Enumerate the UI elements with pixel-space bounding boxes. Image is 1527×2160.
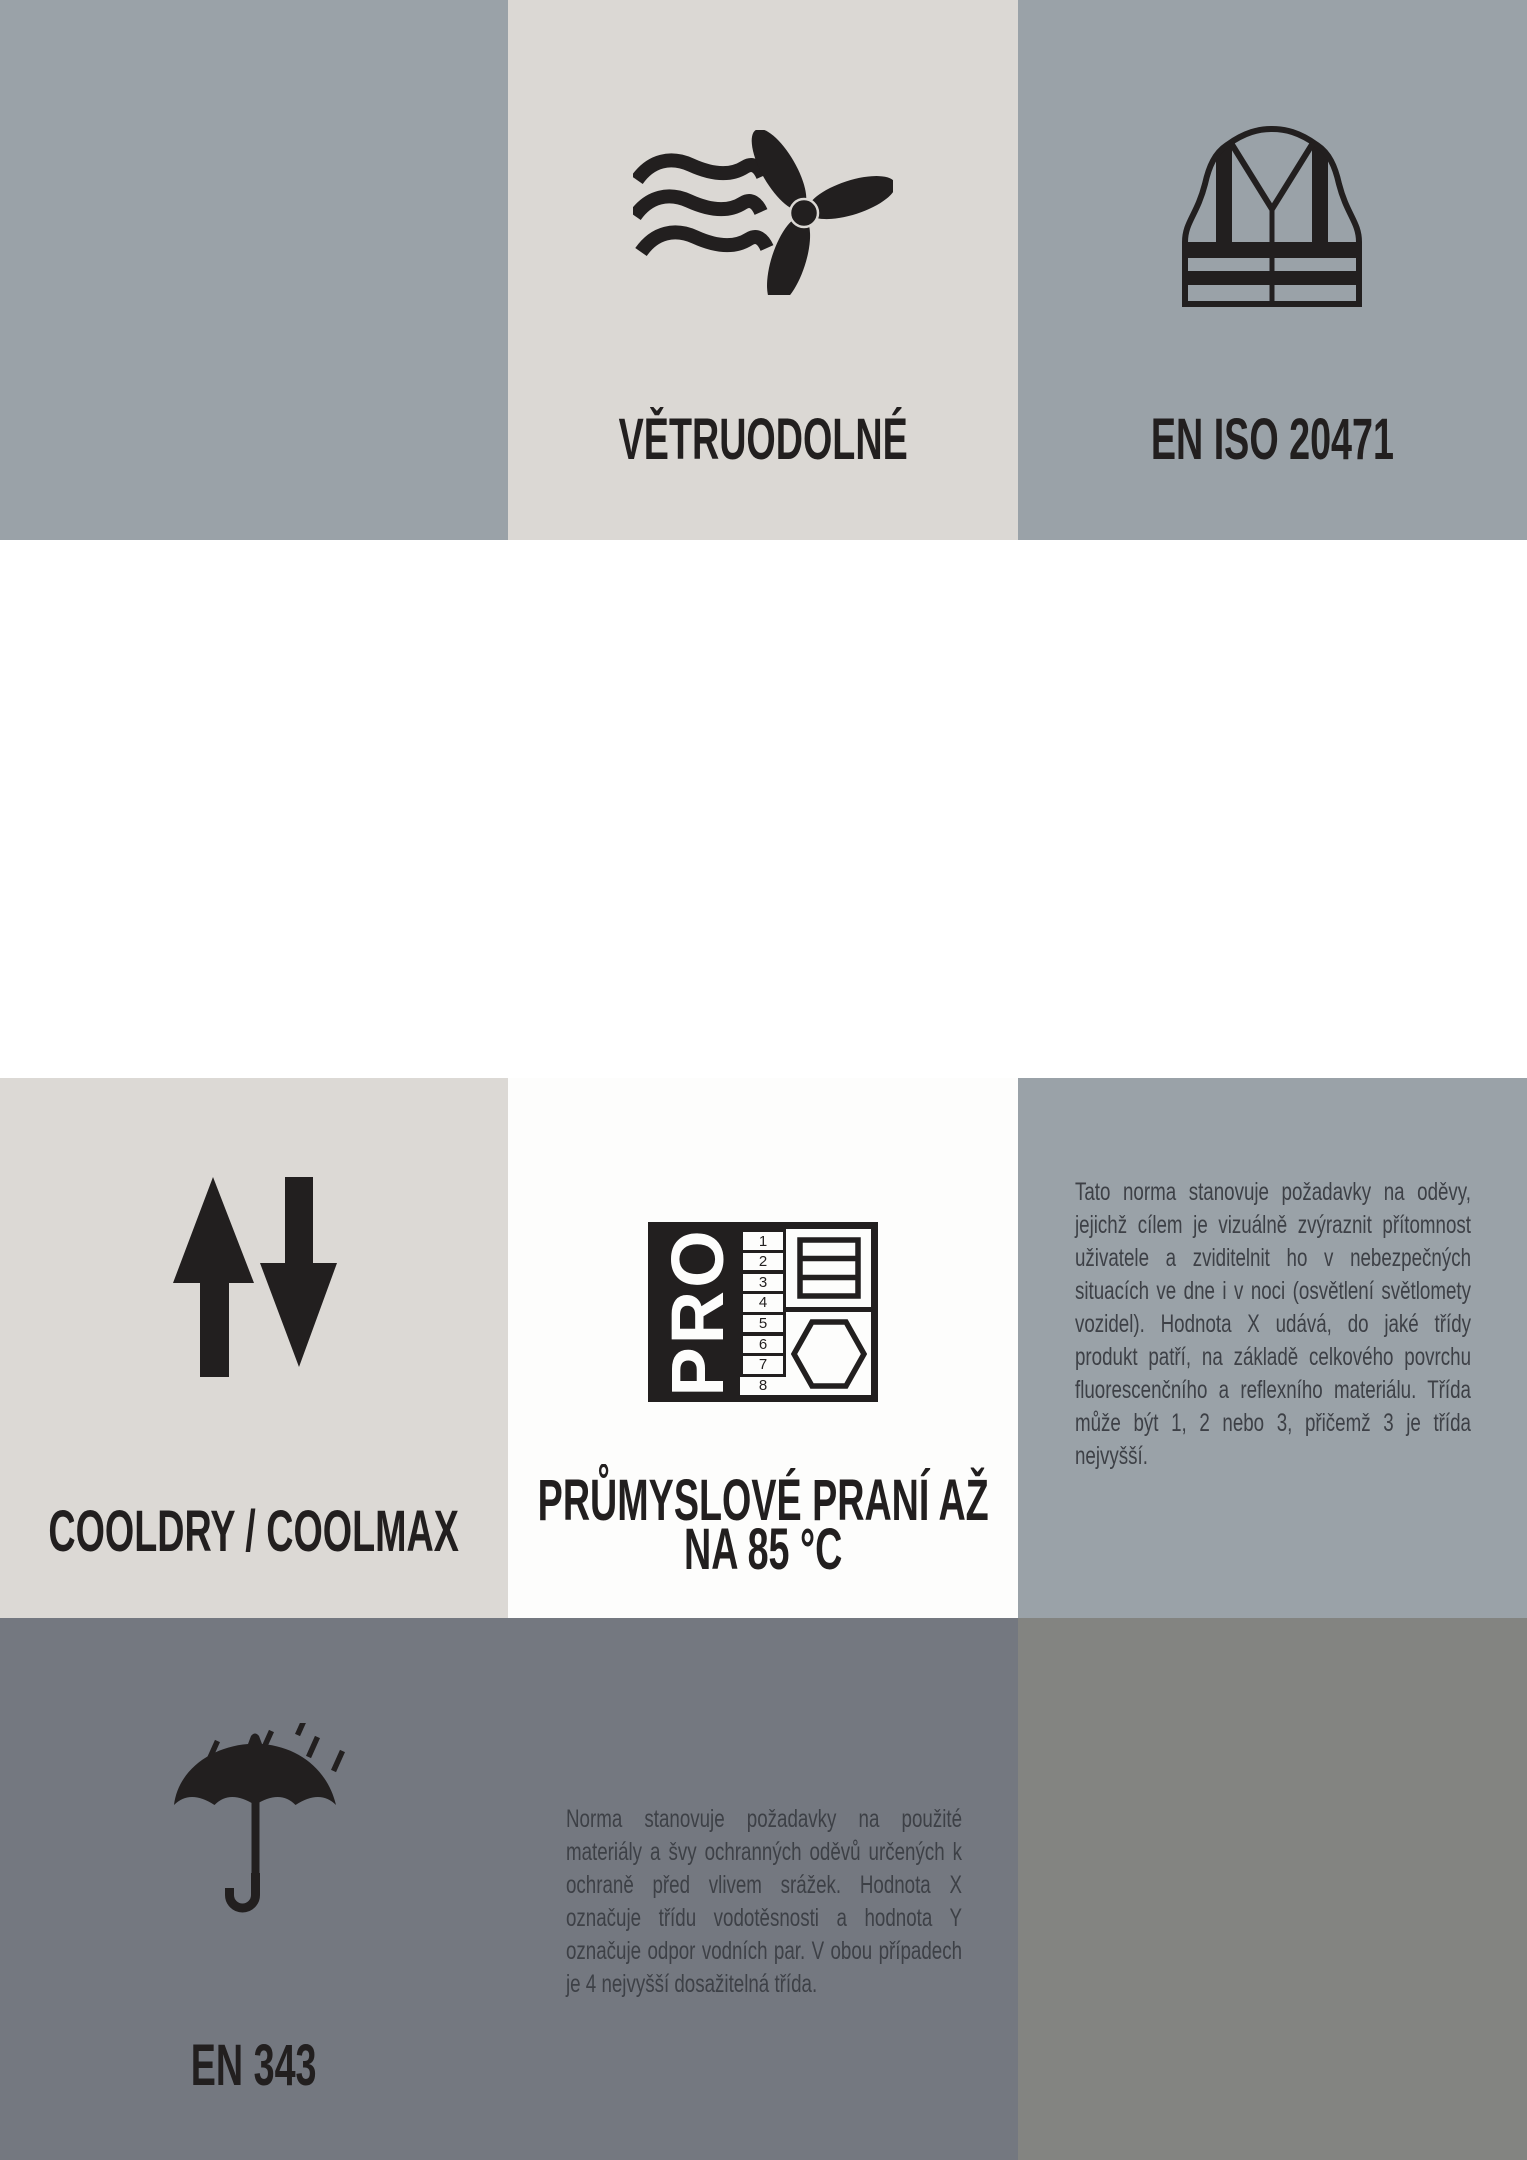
wash-scale-number: 3 (740, 1270, 786, 1294)
umbrella-rain-icon (160, 1723, 350, 1923)
windproof-title: VĚTRUODOLNÉ (618, 407, 908, 472)
safety-vest-icon (1175, 122, 1369, 307)
wash-scale-number: 4 (740, 1291, 786, 1315)
cell-industrial-wash (508, 1078, 1018, 1618)
cell-rain-description (508, 1618, 1018, 2160)
industrial-wash-title-line2: NA 85 °C (683, 1517, 843, 1582)
wash-scale-number: 8 (758, 1377, 768, 1395)
cell-hi-vis-description (1018, 1078, 1527, 1618)
hexagon-icon (791, 1317, 867, 1391)
wash-scale-number: 5 (740, 1312, 786, 1336)
pro-wash-black-panel (655, 1229, 740, 1395)
rain-title: EN 343 (191, 2033, 317, 2098)
pro-label: PRO (655, 1227, 739, 1397)
cell-rain (0, 1618, 508, 2160)
hi-vis-description: Tato norma stanovuje požadavky na oděvy, jejichž cílem je vizuálně zvýraznit přítomnost uživatele a zviditelnit ho v nebezpečných situacích ve dne i v noci (osvětlení světlomety vozidel). Hodnota X udává, do jaké třídy produkt patří, na základě celkového povrchu fluorescenčního a reflexního materiálu. Třída může být 1, 2 nebo 3, přičemž 3 je třída nejvyšší. (1075, 1178, 1471, 1470)
cooldry-title: COOLDRY / COOLMAX (48, 1499, 460, 1564)
wind-fan-icon (633, 130, 893, 295)
wash-scale-number: 6 (740, 1332, 786, 1356)
pro-wash-symbols (786, 1229, 871, 1395)
cell-empty-top-left (0, 0, 508, 540)
wash-scale-number: 7 (740, 1353, 786, 1377)
industrial-wash-title (508, 1468, 1018, 1582)
wash-scale-number: 2 (740, 1250, 786, 1274)
pro-wash-scale (740, 1229, 786, 1395)
wash-scale-number: 1 (740, 1229, 786, 1253)
lined-drum-icon (797, 1237, 861, 1299)
cell-hi-vis (1018, 0, 1527, 540)
hexagon-symbol (786, 1312, 871, 1395)
pro-wash-icon (648, 1222, 878, 1402)
moisture-arrows-icon (173, 1177, 338, 1377)
rain-description: Norma stanovuje požadavky na použité materiály a švy ochranných oděvů určených k ochraně před vlivem srážek. Hodnota X označuje třídu vodotěsnosti a hodnota Y označuje odpor vodních par. V obou případech je 4 nejvyšší dosažitelná třída. (566, 1805, 962, 1998)
hi-vis-title: EN ISO 20471 (1150, 407, 1395, 472)
cell-windproof (508, 0, 1018, 540)
industrial-wash-title-line1: PRŮMYSLOVÉ PRANÍ AŽ (537, 1468, 989, 1533)
cell-empty-bottom-right (1018, 1618, 1527, 2160)
lined-drum-symbol (786, 1229, 871, 1312)
cell-cooldry (0, 1078, 508, 1618)
